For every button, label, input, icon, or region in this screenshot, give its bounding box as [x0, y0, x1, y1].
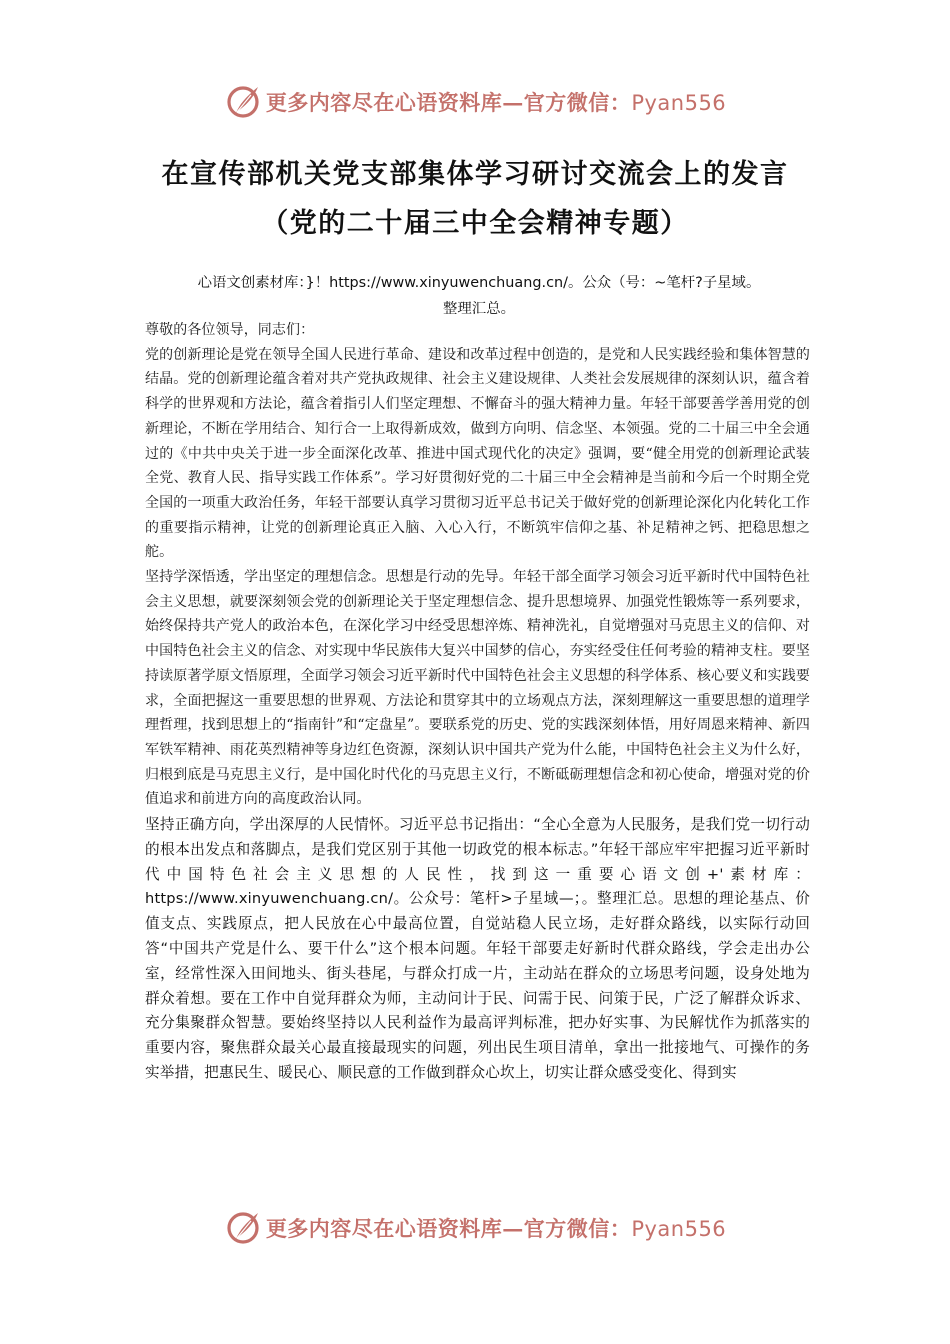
- source-note-line1: 心语文创素材库：}！https://www.xinyuwenchuang.cn/。公众（号：~笔杆?子星域。: [197, 275, 761, 291]
- document-body: [145, 318, 810, 1086]
- banner-text-cn: 更多内容尽在心语资料库—官方微信：: [265, 90, 632, 115]
- greeting: 尊敬的各位领导，同志们：: [145, 322, 315, 338]
- header-banner: [0, 80, 950, 124]
- footer-banner: [0, 1206, 950, 1250]
- banner-text-latin: Pyan556: [631, 91, 727, 115]
- quill-circle-icon: [224, 83, 262, 121]
- page-title-line2: （党的二十届三中全会精神专题）: [261, 208, 689, 239]
- source-note: [140, 270, 818, 322]
- quill-circle-icon: [224, 1209, 262, 1247]
- banner-text: [266, 1213, 726, 1243]
- page-title-line1: 在宣传部机关党支部集体学习研讨交流会上的发言: [161, 159, 789, 190]
- paragraph-1: 党的创新理论是党在领导全国人民进行革命、建设和改革过程中创造的，是党和人民实践经验和集体智慧的结晶。党的创新理论蕴含着对共产党执政规律、社会主义建设规律、人类社会发展规律的深刻认识，蕴含着科学的世界观和方法论，蕴含着指引人们坚定理想、不懈奋斗的强大精神力量。年轻干部要善学善用党的创新理论，不断在学用结合、知行合一上取得新成效，做到方向明、信念坚、本领强。党的二十届三中全会通过的《中共中央关于进一步全面深化改革、推进中国式现代化的决定》强调，要“健全用党的创新理论武装全党、教育人民、指导实践工作体系”。学习好贯彻好党的二十届三中全会精神是当前和今后一个时期全党全国的一项重大政治任务，年轻干部要认真学习贯彻习近平总书记关于做好党的创新理论深化内化转化工作的重要指示精神，让党的创新理论真正入脑、入心入行，不断筑牢信仰之基、补足精神之钙、把稳思想之舵。: [145, 346, 810, 561]
- source-note-line2: 整理汇总。: [443, 301, 515, 317]
- paragraph-3: 坚持正确方向，学出深厚的人民情怀。习近平总书记指出：“全心全意为人民服务，是我们党一切行动的根本出发点和落脚点，是我们党区别于其他一切政党的根本标志。”年轻干部应牢牢把握习近平新时代中国特色社会主义思想的人民性，找到这一重要心语文创+'素材库：https://www.xinyuwenchuang.cn/。公众号：笔杆>子星域—；。整理汇总。思想的理论基点、价值支点、实践原点，把人民放在心中最高位置，自觉站稳人民立场，走好群众路线，以实际行动回答“中国共产党是什么、要干什么”这个根本问题。年轻干部要走好新时代群众路线，学会走出办公室，经常性深入田间地头、街头巷尾，与群众打成一片，主动站在群众的立场思考问题，设身处地为群众着想。要在工作中自觉拜群众为师，主动问计于民、问需于民、问策于民，广泛了解群众诉求、充分集聚群众智慧。要始终坚持以人民利益作为最高评判标准，把办好实事、为民解忧作为抓落实的重要内容，聚焦群众最关心最直接最现实的问题，列出民生项目清单，拿出一批接地气、可操作的务实举措，把惠民生、暖民心、顺民意的工作做到群众心坎上，切实让群众感受变化、得到实: [145, 816, 810, 1082]
- banner-text-latin: Pyan556: [631, 1217, 727, 1241]
- paragraph-2: 坚持学深悟透，学出坚定的理想信念。思想是行动的先导。年轻干部全面学习领会习近平新时代中国特色社会主义思想，就要深刻领会党的创新理论关于坚定理想信念、提升思想境界、加强党性锻炼等一系列要求，始终保持共产党人的政治本色，在深化学习中经受思想淬炼、精神洗礼，自觉增强对马克思主义的信仰、对中国特色社会主义的信念、对实现中华民族伟大复兴中国梦的信心，夯实经受住任何考验的精神支柱。要坚持读原著学原文悟原理，全面学习领会习近平新时代中国特色社会主义思想的科学体系、核心要义和实践要求，全面把握这一重要思想的世界观、方法论和贯穿其中的立场观点方法，深刻理解这一重要思想的道理学理哲理，找到思想上的“指南针”和“定盘星”。要联系党的历史、党的实践深刻体悟，用好周恩来精神、新四军铁军精神、雨花英烈精神等身边红色资源，深刻认识中国共产党为什么能，中国特色社会主义为什么好，归根到底是马克思主义行，是中国化时代化的马克思主义行，不断砥砺理想信念和初心使命，增强对党的价值追求和前进方向的高度政治认同。: [145, 569, 810, 808]
- banner-text-cn: 更多内容尽在心语资料库—官方微信：: [265, 1216, 632, 1241]
- banner-text: [266, 87, 726, 117]
